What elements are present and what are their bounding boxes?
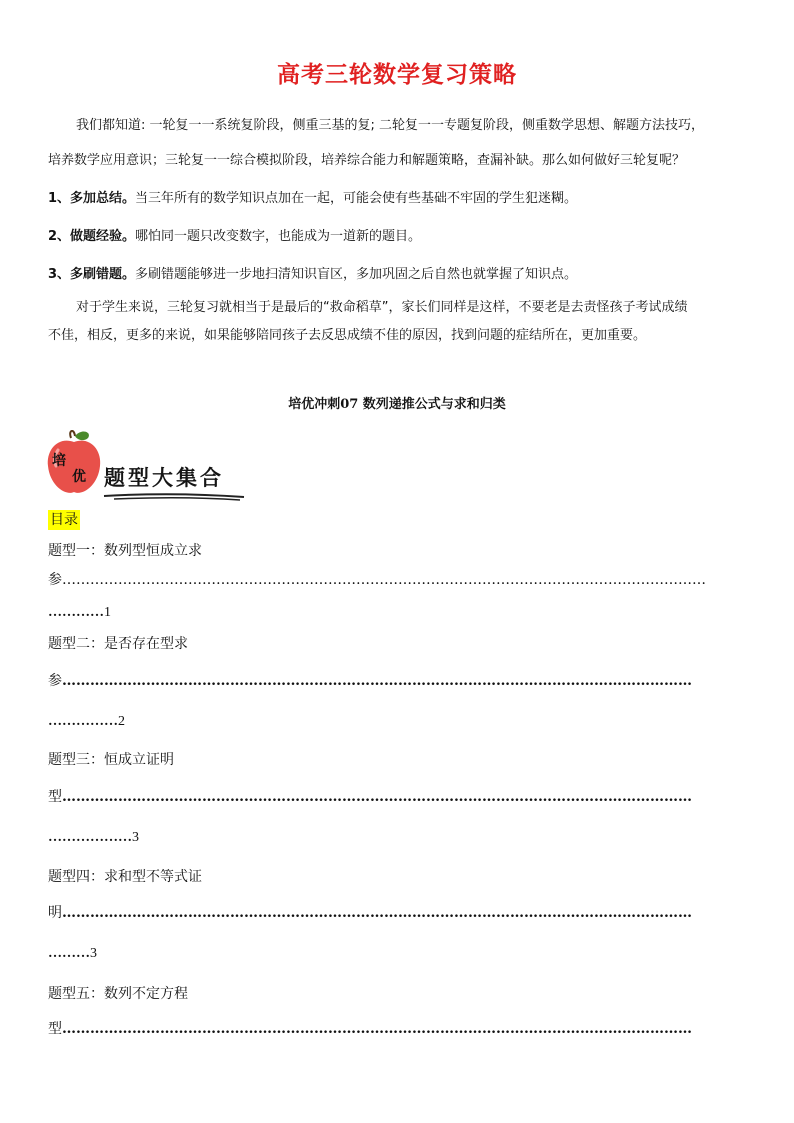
toc-item-page-line[interactable] xyxy=(48,603,111,623)
toc-dots: ……………………………………………………………………………………………………………………… xyxy=(62,673,692,689)
strategy-point-lead: 3、多刷错题。 xyxy=(48,267,136,282)
toc-dots: …………… xyxy=(48,714,118,729)
banner-title: 题型大集合 xyxy=(104,465,224,490)
toc-dots: ……………………………………………………………………………………………………………………… xyxy=(62,1021,692,1037)
toc-item-title[interactable]: 题型四：求和型不等式证 xyxy=(48,869,202,885)
strategy-point-2 xyxy=(48,226,421,248)
toc-dots: ………… xyxy=(48,605,104,620)
strategy-point-lead: 2、做题经验。 xyxy=(48,229,136,244)
section-banner xyxy=(44,430,254,502)
toc-item-wrap: 明 xyxy=(48,905,62,921)
toc-item-title[interactable]: 题型五：数列不定方程 xyxy=(48,986,188,1002)
toc-heading: 目录 xyxy=(50,512,78,528)
toc-item-page: 3 xyxy=(132,830,139,845)
section-subtitle: 培优冲刺07 数列递推公式与求和归类 xyxy=(288,397,506,412)
toc-item-wrap: 参 xyxy=(48,572,62,588)
toc-item-title[interactable]: 题型一：数列型恒成立求 xyxy=(48,543,202,559)
toc-dots: ………………………………………………………………………………………………………………………… xyxy=(62,572,706,588)
page-title: 高考三轮数学复习策略 xyxy=(277,62,517,88)
toc-dots: ……………………………………………………………………………………………………………………… xyxy=(62,789,692,805)
toc-item-leader[interactable] xyxy=(48,903,752,923)
toc-item-wrap: 型 xyxy=(48,1021,62,1037)
toc-item-title[interactable]: 题型三：恒成立证明 xyxy=(48,752,174,768)
toc-dots: ……… xyxy=(48,946,90,961)
toc-dots: ……………………………………………………………………………………………………………………… xyxy=(62,905,692,921)
toc-item-wrap: 型 xyxy=(48,789,62,805)
toc-item-page-line[interactable] xyxy=(48,944,97,964)
strategy-point-text: 哪怕同一题只改变数字，也能成为一道新的题目。 xyxy=(135,229,422,244)
toc-dots: ……………… xyxy=(48,830,132,845)
toc-item-page-line[interactable] xyxy=(48,712,125,732)
toc-item-title[interactable]: 题型二：是否存在型求 xyxy=(48,636,188,652)
strategy-point-text: 当三年所有的数学知识点加在一起，可能会使有些基础不牢固的学生犯迷糊。 xyxy=(135,191,578,206)
toc-item-page-line[interactable] xyxy=(48,828,139,848)
strategy-point-text: 多刷错题能够进一步地扫清知识盲区，多加巩固之后自然也就掌握了知识点。 xyxy=(135,267,578,282)
toc-item-page: 1 xyxy=(104,605,111,620)
strategy-point-1 xyxy=(48,188,577,210)
toc-item-leader[interactable] xyxy=(48,671,752,691)
strategy-point-3 xyxy=(48,264,577,286)
toc-item-leader[interactable] xyxy=(48,787,752,807)
apple-char-1: 培 xyxy=(52,453,66,469)
outro-paragraph-line-2: 不佳，相反，更多的来说，如果能够陪同孩子去反思成绩不佳的原因，找到问题的症结所在，更加重要。 xyxy=(48,328,647,343)
toc-item-leader[interactable] xyxy=(48,1019,752,1039)
toc-item-page: 3 xyxy=(90,946,97,961)
apple-char-2: 优 xyxy=(72,469,86,485)
outro-paragraph-line-1: 对于学生来说，三轮复习就相当于是最后的“救命稻草”，家长们同样是这样，不要老是去责怪孩子考试成绩 xyxy=(76,300,688,315)
toc-item-leader[interactable] xyxy=(48,570,752,590)
intro-paragraph-line-2: 培养数学应用意识；三轮复一一综合模拟阶段，培养综合能力和解题策略，查漏补缺。那么如何做好三轮复呢？ xyxy=(48,153,686,168)
toc-item-wrap: 参 xyxy=(48,673,62,689)
toc-item-page: 2 xyxy=(118,714,125,729)
strategy-point-lead: 1、多加总结。 xyxy=(48,191,136,206)
intro-paragraph-line-1: 我们都知道: 一轮复一一系统复阶段，侧重三基的复; 二轮复一一专题复阶段，侧重数学思想、解题方法技巧， xyxy=(76,118,705,133)
